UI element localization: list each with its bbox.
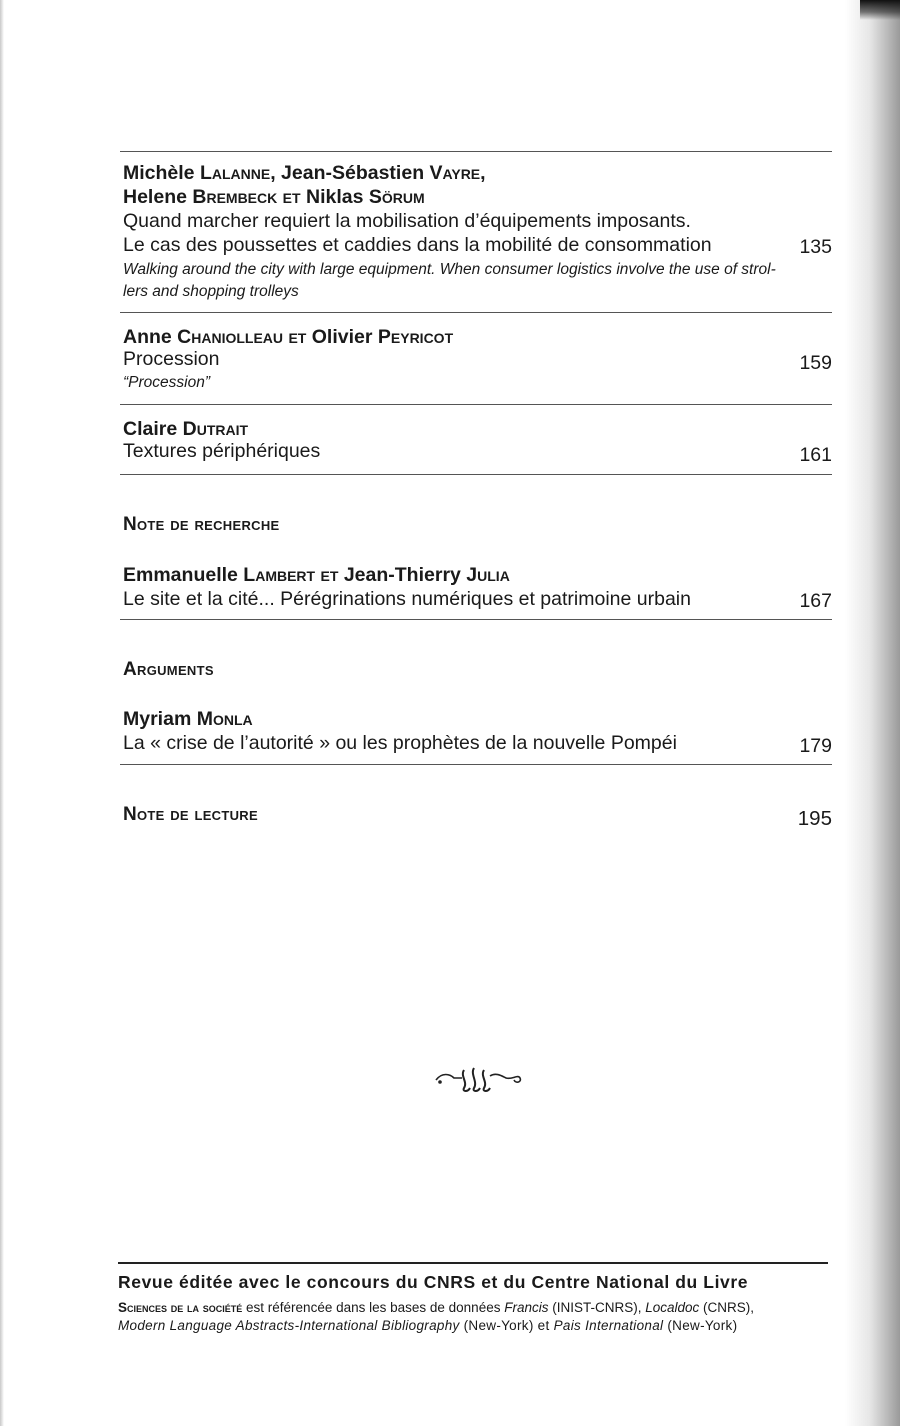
footer-indexing-line: Modern Language Abstracts-International Bibliography (New-York) et Pais International (New-York) bbox=[118, 1318, 738, 1333]
page-fold-shadow bbox=[0, 0, 4, 1426]
section-heading-note-de-recherche: Note de recherche bbox=[123, 514, 280, 535]
entry-authors: Anne Chaniolleau et Olivier Peyricot bbox=[123, 326, 454, 348]
entry-title: Quand marcher requiert la mobilisation d’équipements imposants. bbox=[123, 210, 691, 232]
entry-title: La « crise de l’autorité » ou les prophètes de la nouvelle Pompéi bbox=[123, 732, 677, 754]
entry-translation: “Procession” bbox=[123, 374, 210, 391]
section-heading-note-de-lecture: Note de lecture bbox=[123, 804, 258, 825]
fleuron-ornament-icon bbox=[432, 1062, 524, 1094]
entry-authors: Claire Dutrait bbox=[123, 418, 249, 440]
footer-indexing-line: Sciences de la société est référencée dans les bases de données Francis (INIST-CNRS), Localdoc (CNRS), bbox=[118, 1300, 755, 1315]
entry-translation: Walking around the city with large equipment. When consumer logistics involve the use of strol- bbox=[123, 261, 776, 278]
page-corner-shadow bbox=[860, 0, 900, 20]
separator-rule bbox=[120, 151, 832, 152]
separator-rule bbox=[120, 312, 832, 313]
entry-page-number: 161 bbox=[799, 444, 832, 466]
entry-page-number: 159 bbox=[799, 352, 832, 374]
entry-title: Le site et la cité... Pérégrinations numériques et patrimoine urbain bbox=[123, 588, 691, 610]
entry-title: Textures périphériques bbox=[123, 440, 321, 462]
entry-authors: Emmanuelle Lambert et Jean-Thierry Julia bbox=[123, 564, 510, 586]
entry-authors: Myriam Monla bbox=[123, 708, 253, 730]
separator-rule bbox=[120, 404, 832, 405]
entry-title: Procession bbox=[123, 348, 220, 370]
entry-page-number: 179 bbox=[799, 735, 832, 757]
footer-publisher-line: Revue éditée avec le concours du CNRS et du Centre National du Livre bbox=[118, 1272, 749, 1292]
separator-rule bbox=[120, 619, 832, 620]
entry-page-number: 135 bbox=[799, 236, 832, 258]
entry-translation: lers and shopping trolleys bbox=[123, 283, 299, 300]
entry-page-number: 167 bbox=[799, 590, 832, 612]
separator-rule bbox=[120, 474, 832, 475]
section-heading-arguments: Arguments bbox=[123, 659, 214, 680]
entry-title: Le cas des poussettes et caddies dans la mobilité de consommation bbox=[123, 234, 712, 256]
entry-page-number: 195 bbox=[797, 807, 832, 830]
footer-rule bbox=[118, 1262, 828, 1264]
entry-authors: Michèle Lalanne, Jean-Sébastien Vayre, bbox=[123, 162, 486, 184]
entry-authors: Helene Brembeck et Niklas Sörum bbox=[123, 186, 425, 208]
separator-rule bbox=[120, 764, 832, 765]
page-edge-shadow bbox=[845, 0, 900, 1426]
